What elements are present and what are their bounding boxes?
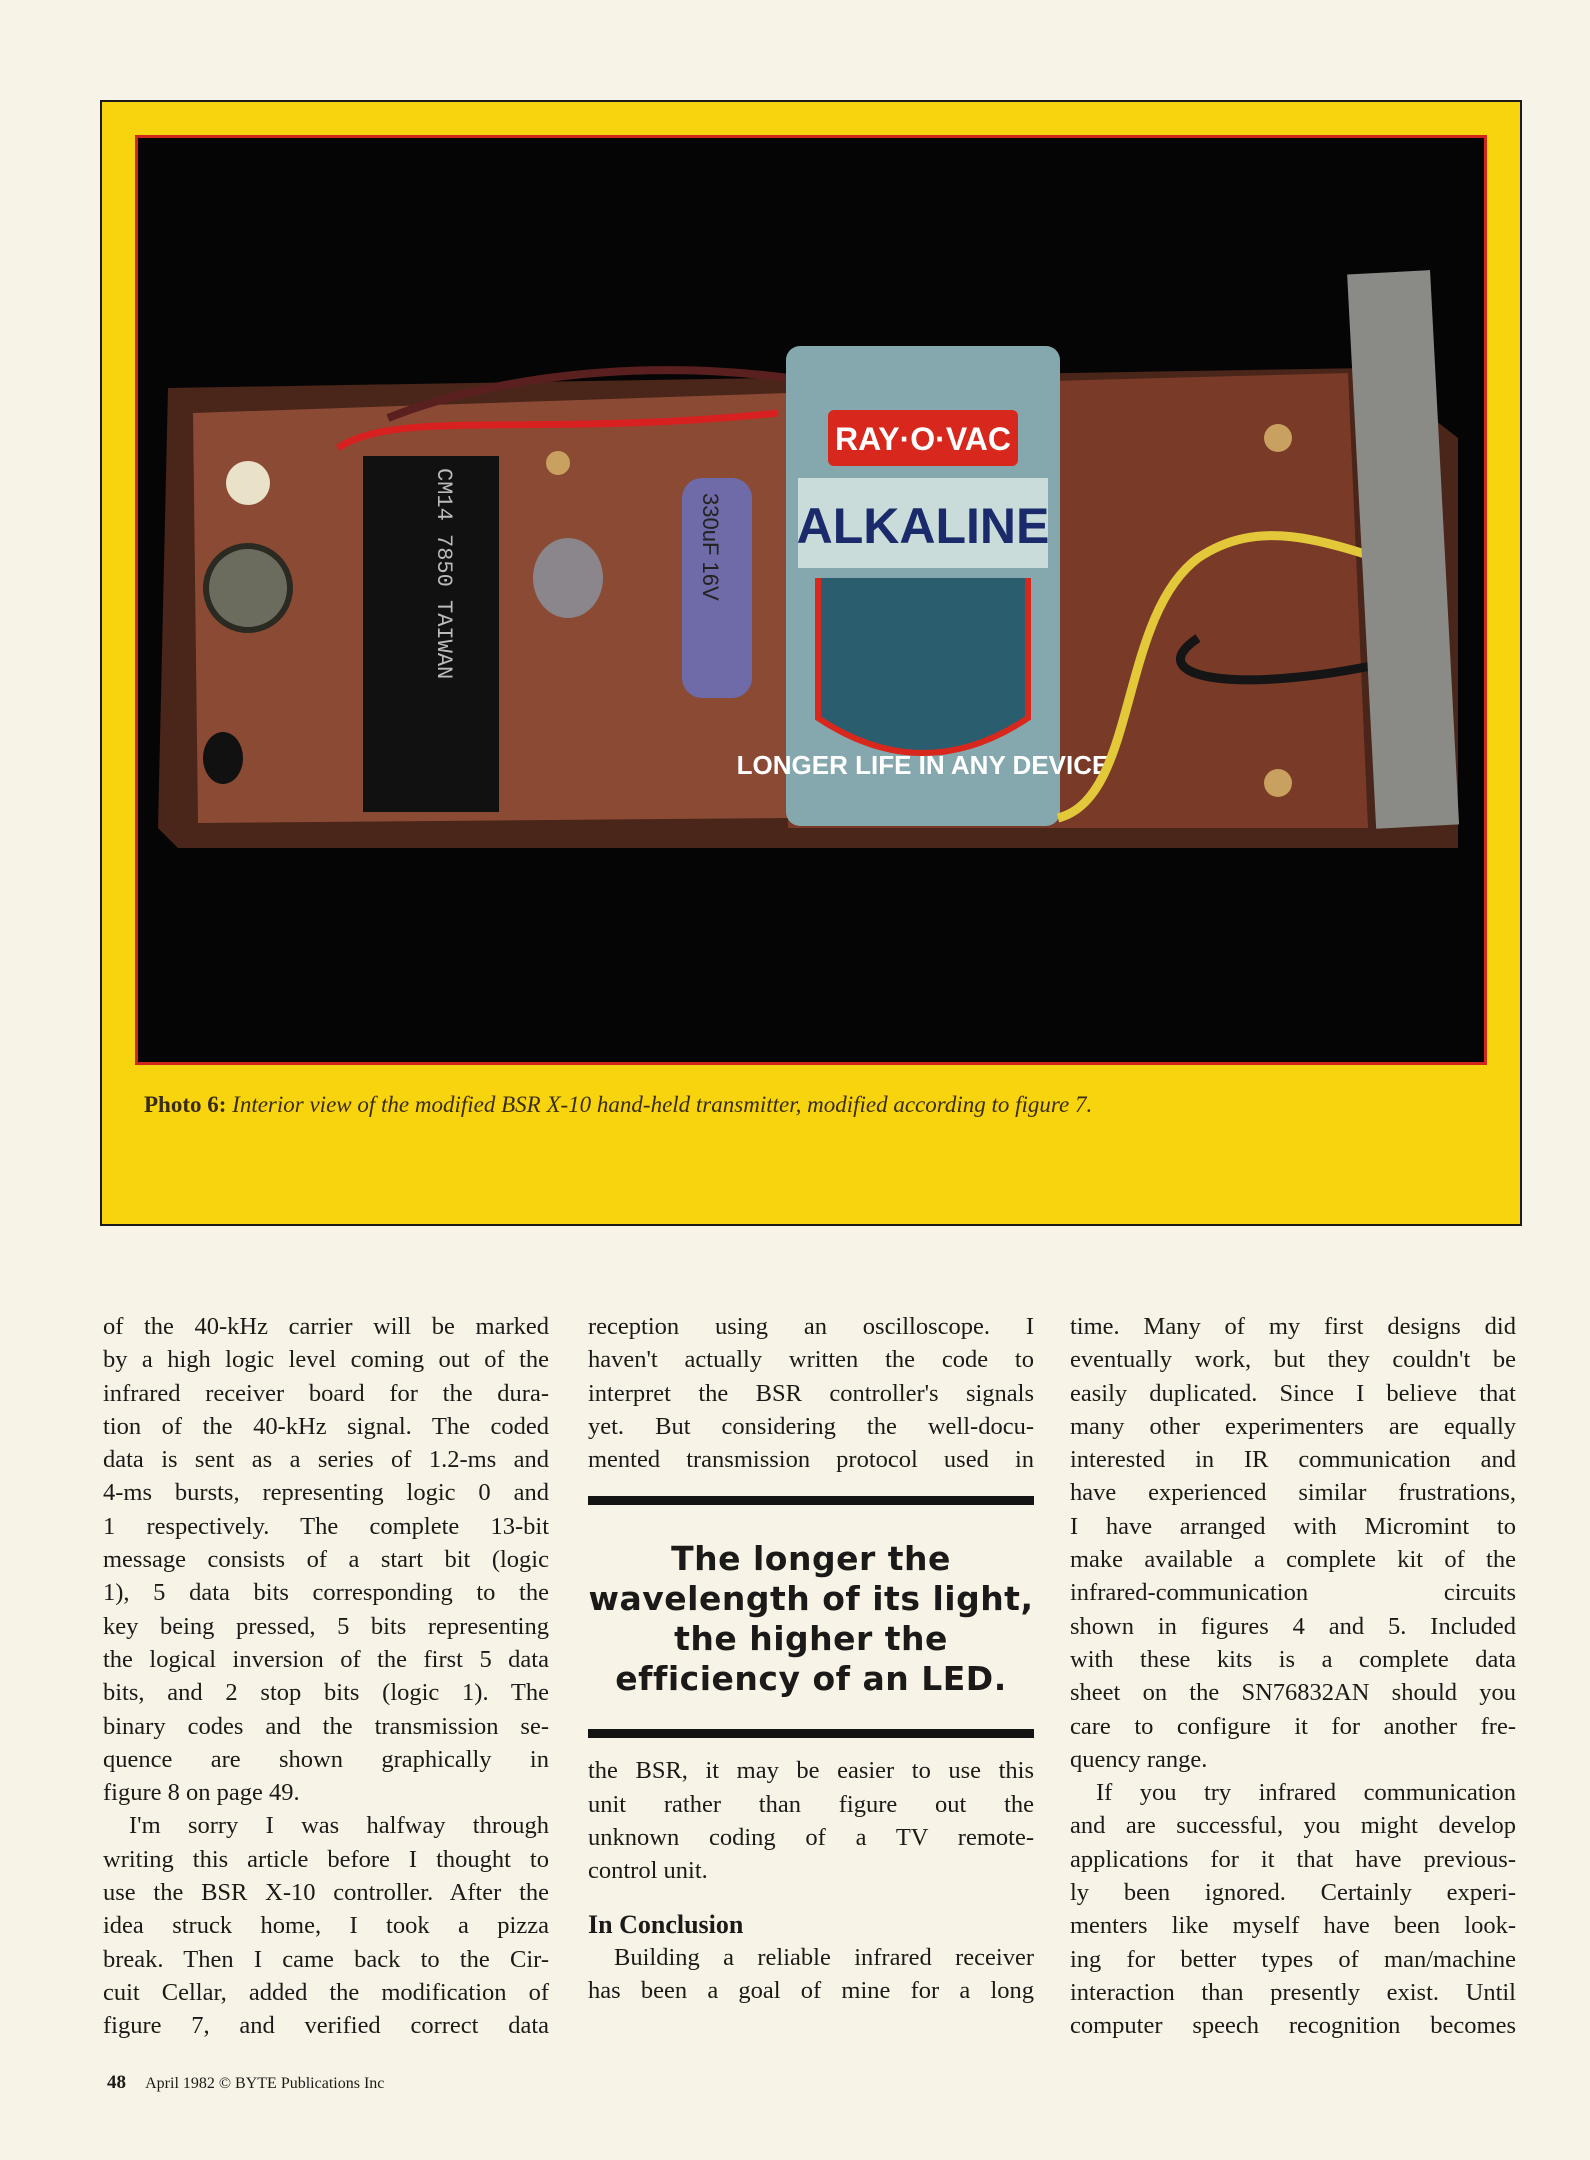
caption-label: Photo 6: [144, 1092, 227, 1117]
text-line: cuit Cellar, added the modification of [103, 1978, 549, 2006]
text-line: bits, and 2 stop bits (logic 1). The [103, 1679, 549, 1707]
battery-type: ALKALINE [796, 498, 1050, 554]
text-line: make available a complete kit of the [1070, 1546, 1516, 1574]
text-line: mented transmission protocol used in [588, 1446, 1034, 1474]
text-line: 1 respectively. The complete 13-bit [103, 1512, 549, 1540]
text-line: figure 8 on page 49. [103, 1779, 300, 1807]
text-line: ing for better types of man/machine [1070, 1945, 1516, 1973]
text-line: applications for it that have previous- [1070, 1845, 1516, 1873]
ic-chip [363, 456, 499, 812]
text-line: use the BSR X-10 controller. After the [103, 1879, 549, 1907]
text-line: break. Then I came back to the Cir- [103, 1945, 549, 1973]
text-line: the logical inversion of the first 5 data [103, 1645, 549, 1673]
text-line: and are successful, you might develop [1070, 1812, 1516, 1840]
text-line: many other experimenters are equally [1070, 1412, 1516, 1440]
article-column-3 [1070, 1310, 1516, 2043]
pull-quote: The longer the wavelength of its light, the higher the efficiency of an LED. [588, 1539, 1034, 1699]
text-line: has been a goal of mine for a long [588, 1977, 1034, 2005]
footer-text: April 1982 © BYTE Publications Inc [145, 2075, 385, 2092]
speaker-component [206, 546, 290, 630]
battery-brand: RAY·O·VAC [834, 421, 1012, 457]
section-heading: In Conclusion [588, 1909, 744, 1939]
text-line: data is sent as a series of 1.2-ms and [103, 1446, 549, 1474]
text-line: infrared receiver board for the dura- [103, 1379, 549, 1407]
text-line: infrared-communication circuits [1070, 1579, 1516, 1607]
text-line: interaction than presently exist. Until [1070, 1978, 1516, 2006]
text-line: sheet on the SN76832AN should you [1070, 1679, 1516, 1707]
pull-quote-bottom-rule [588, 1729, 1034, 1738]
text-line: idea struck home, I took a pizza [103, 1912, 549, 1940]
text-line: of the 40-kHz carrier will be marked [103, 1313, 549, 1340]
text-line: reception using an oscilloscope. I [588, 1313, 1034, 1340]
chip-label: CM14 7850 TAIWAN [431, 468, 456, 680]
svg-text:330uF 16V: 330uF 16V [698, 493, 723, 601]
text-line: message consists of a start bit (logic [103, 1546, 549, 1574]
text-line: tion of the 40-kHz signal. The coded [103, 1412, 549, 1440]
text-line: menters like myself have been look- [1070, 1912, 1516, 1940]
text-line: eventually work, but they couldn't be [1070, 1346, 1516, 1374]
photo-caption [144, 1092, 1092, 1118]
text-line: 1), 5 data bits corresponding to the [103, 1579, 549, 1607]
text-line: quency range. [1070, 1745, 1208, 1773]
text-line: quence are shown graphically in [103, 1745, 549, 1773]
photo-transmitter-interior [135, 135, 1487, 1065]
page-footer [107, 2072, 384, 2094]
pull-quote-top-rule [588, 1496, 1034, 1505]
text-line: 4-ms bursts, representing logic 0 and [103, 1479, 549, 1507]
page-number: 48 [107, 2072, 126, 2093]
battery-slogan: LONGER LIFE IN ANY DEVICE [736, 750, 1110, 780]
text-line: I'm sorry I was halfway through [129, 1812, 549, 1840]
text-line: time. Many of my first designs did [1070, 1313, 1516, 1340]
text-line: easily duplicated. Since I believe that [1070, 1379, 1516, 1407]
text-line: interested in IR communication and [1070, 1446, 1516, 1474]
text-line: figure 7, and verified correct data [103, 2012, 549, 2040]
text-line: ly been ignored. Certainly experi- [1070, 1879, 1516, 1907]
text-line: key being pressed, 5 bits representing [103, 1612, 549, 1640]
text-line: control unit. [588, 1857, 708, 1885]
text-line: care to configure it for another fre- [1070, 1712, 1516, 1740]
photo-frame [100, 100, 1522, 1226]
text-line: unknown coding of a TV remote- [588, 1824, 1034, 1852]
text-line: If you try infrared communication [1096, 1779, 1516, 1807]
text-line: have experienced similar frustrations, [1070, 1479, 1516, 1507]
text-line: the BSR, it may be easier to use this [588, 1757, 1034, 1785]
text-line: haven't actually written the code to [588, 1346, 1034, 1374]
text-line: by a high logic level coming out of the [103, 1346, 549, 1374]
article-column-2 [588, 1310, 1034, 2008]
text-line: binary codes and the transmission se- [103, 1712, 549, 1740]
text-line: unit rather than figure out the [588, 1790, 1034, 1818]
text-line: writing this article before I thought to [103, 1845, 549, 1873]
text-line: Building a reliable infrared receiver [614, 1943, 1034, 1971]
caption-text: Interior view of the modified BSR X-10 hand-held transmitter, modified according to figure 7. [232, 1092, 1093, 1117]
text-line: yet. But considering the well-docu- [588, 1412, 1034, 1440]
text-line: shown in figures 4 and 5. Included [1070, 1612, 1516, 1640]
text-line: I have arranged with Micromint to [1070, 1512, 1516, 1540]
text-line: computer speech recognition becomes [1070, 2012, 1516, 2040]
transmitter-photo [138, 138, 1484, 1062]
article-column-1 [103, 1310, 549, 2043]
text-line: with these kits is a complete data [1070, 1645, 1516, 1673]
text-line: interpret the BSR controller's signals [588, 1379, 1034, 1407]
